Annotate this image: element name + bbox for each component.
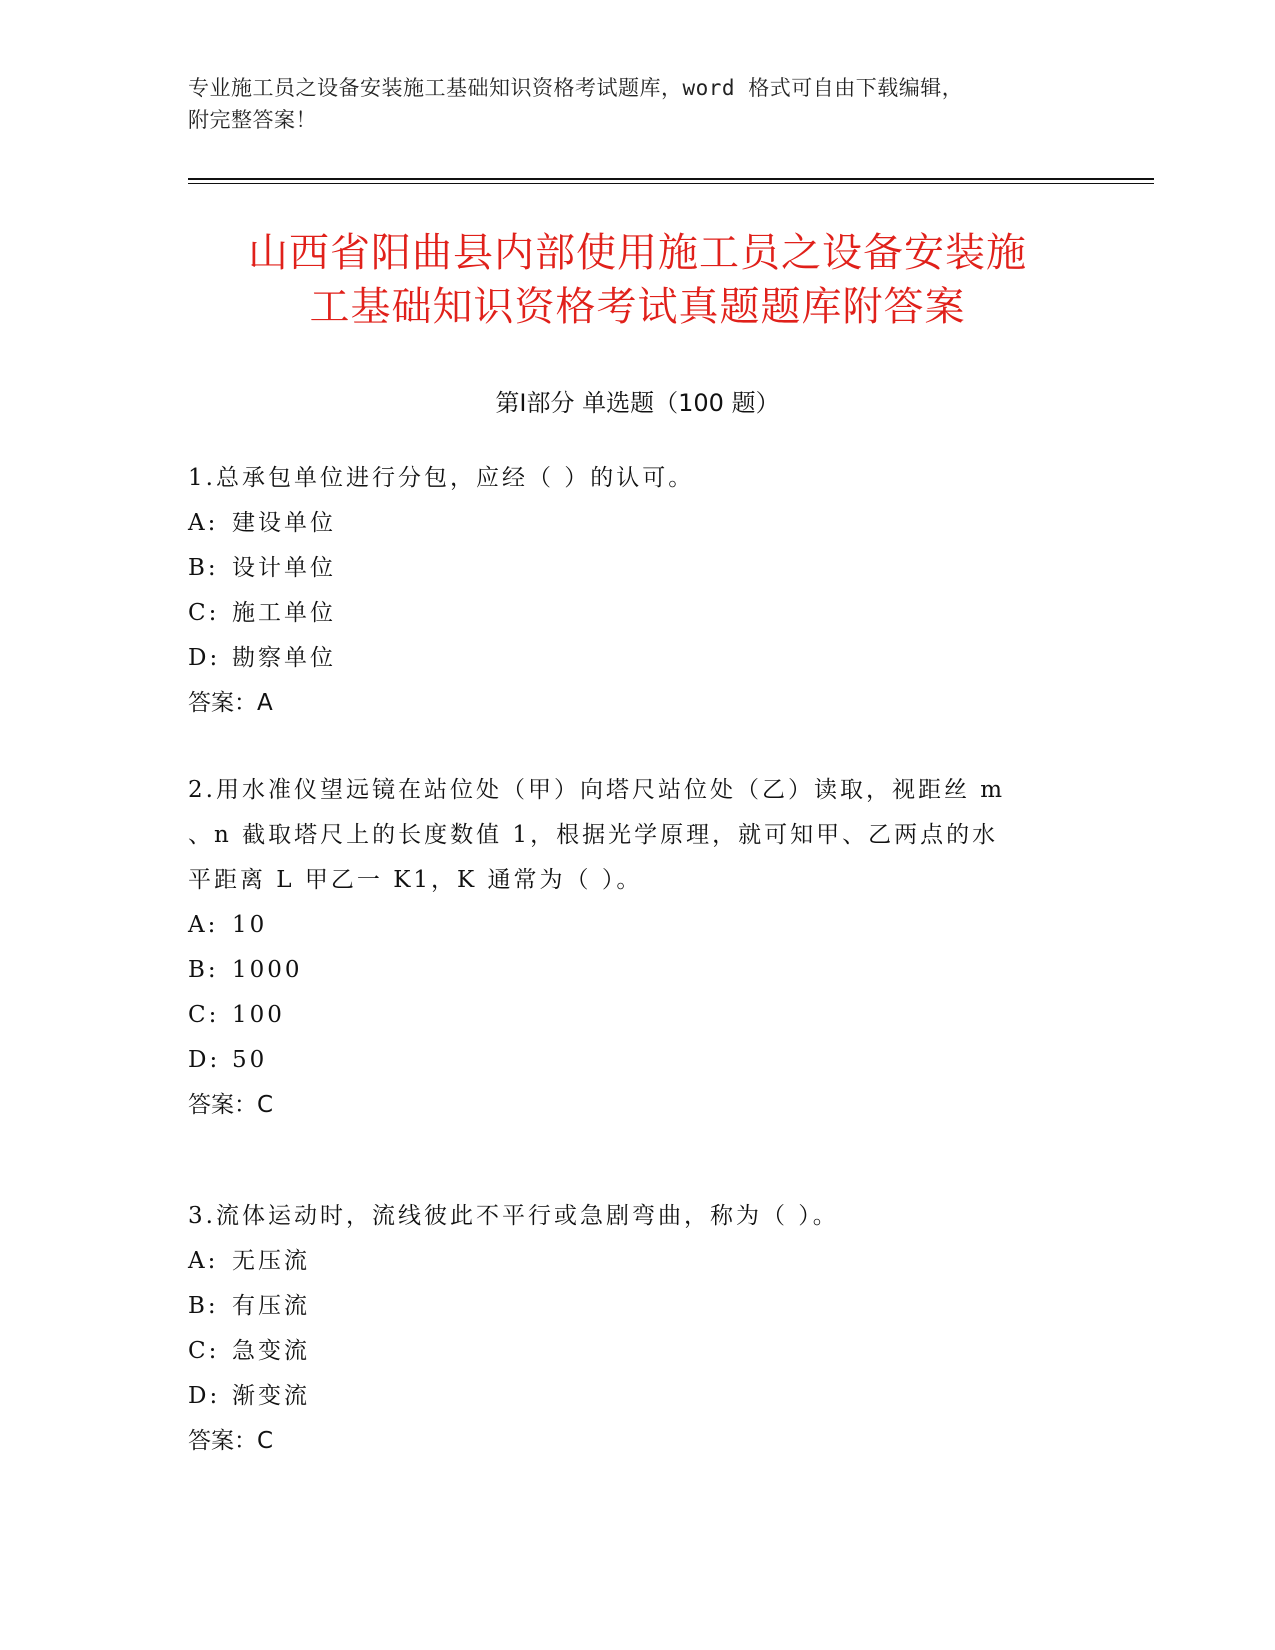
option-text: 50 — [232, 1047, 268, 1073]
option-text: 建设单位 — [232, 510, 336, 536]
section-heading: 第Ⅰ部分 单选题（100 题） — [495, 389, 780, 417]
option-letter: D: — [188, 645, 221, 671]
option-b — [188, 948, 1088, 993]
option-letter: C: — [188, 600, 220, 626]
option-text: 1000 — [232, 957, 303, 983]
option-letter: C: — [188, 1002, 220, 1028]
answer-label: 答案：C — [188, 1428, 274, 1454]
option-letter: A: — [188, 912, 219, 938]
question-1 — [188, 456, 1088, 726]
option-text: 设计单位 — [232, 555, 336, 581]
option-a — [188, 903, 1088, 948]
document-title-line-2: 工基础知识资格考试真题题库附答案 — [309, 284, 966, 330]
option-text: 急变流 — [232, 1338, 310, 1364]
option-letter: A: — [188, 1248, 219, 1274]
option-d — [188, 636, 1088, 681]
option-text: 勘察单位 — [232, 645, 336, 671]
header-note-line-2: 附完整答案！ — [188, 108, 317, 132]
option-letter: B: — [188, 1293, 219, 1319]
option-text: 10 — [232, 912, 268, 938]
option-letter: B: — [188, 555, 219, 581]
option-letter: D: — [188, 1047, 221, 1073]
option-b — [188, 546, 1088, 591]
option-text: 有压流 — [232, 1293, 310, 1319]
option-letter: D: — [188, 1383, 221, 1409]
question-stem: 3.流体运动时，流线彼此不平行或急剧弯曲，称为（ ）。 — [188, 1203, 839, 1229]
answer-label: 答案：C — [188, 1092, 274, 1118]
option-text: 100 — [232, 1002, 285, 1028]
option-text: 无压流 — [232, 1248, 310, 1274]
question-stem: 1.总承包单位进行分包，应经（ ）的认可。 — [188, 465, 695, 491]
option-c — [188, 591, 1088, 636]
question-stem-line-3: 平距离 L 甲乙一 K1，K 通常为（ ）。 — [188, 867, 643, 893]
option-d — [188, 1038, 1088, 1083]
option-letter: C: — [188, 1338, 220, 1364]
question-stem-line-1: 2.用水准仪望远镜在站位处（甲）向塔尺站位处（乙）读取，视距丝 m — [188, 777, 1006, 803]
document-title-line-1: 山西省阳曲县内部使用施工员之设备安装施 — [248, 230, 1027, 276]
option-letter: A: — [188, 510, 219, 536]
option-d — [188, 1374, 1088, 1419]
header-divider-thin — [188, 183, 1154, 184]
option-c — [188, 993, 1088, 1038]
question-2 — [188, 768, 1088, 1128]
option-a — [188, 1239, 1088, 1284]
header-note-line-1: 专业施工员之设备安装施工基础知识资格考试题库，word 格式可自由下载编辑， — [188, 76, 964, 100]
question-3 — [188, 1194, 1088, 1464]
option-text: 渐变流 — [232, 1383, 310, 1409]
option-text: 施工单位 — [232, 600, 336, 626]
header-note — [188, 72, 1088, 136]
option-a — [188, 501, 1088, 546]
option-letter: B: — [188, 957, 219, 983]
answer-label: 答案：A — [188, 690, 273, 716]
option-b — [188, 1284, 1088, 1329]
question-stem-line-2: 、n 截取塔尺上的长度数值 1，根据光学原理，就可知甲、乙两点的水 — [188, 822, 999, 848]
option-c — [188, 1329, 1088, 1374]
document-title — [150, 226, 1125, 334]
header-divider-thick — [188, 178, 1154, 180]
